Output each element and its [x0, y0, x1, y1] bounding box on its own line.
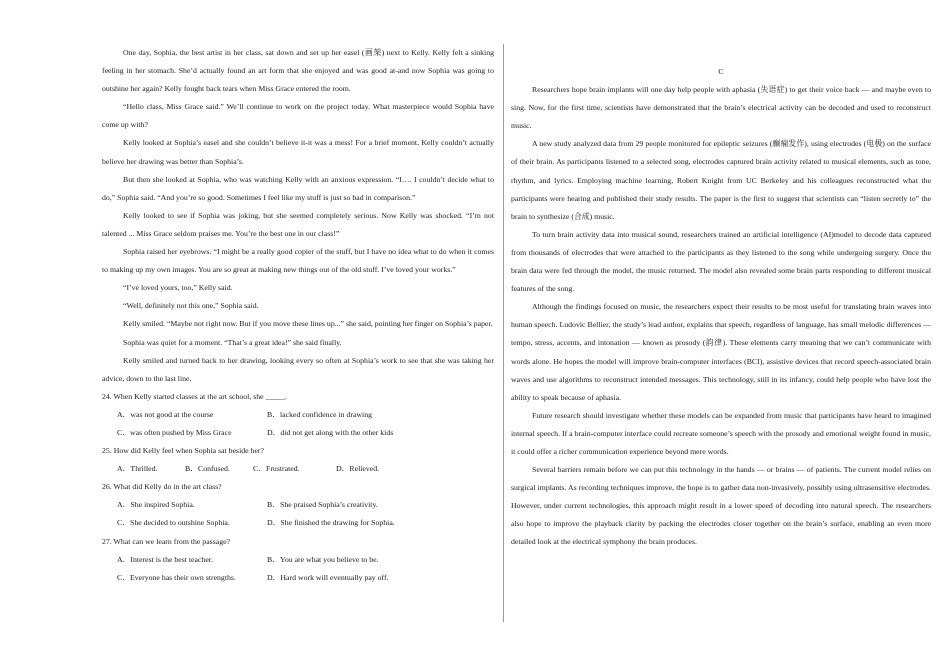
passage-paragraph: “I’ve loved yours, too,” Kelly said.: [123, 283, 233, 293]
option-d[interactable]: D．Hard work will eventually pay off.: [267, 572, 389, 582]
passage-paragraph: Although the findings focused on music, the researchers expect their results to be most useful for translating brain waves into human speech. Ludovic Bellier, the study’s lead author, explains that speech, regardless of language, has small melodic differences — tempo, stress, accents, and intonation — known as prosody (韵律). These elements carry meaning that we can’t communicate with words alone. He hopes the model will improve brain-computer interfaces (BCI), assistive devices that record speech-associated brain waves and use algorithms to reconstruct intended messages. This technology, still in its infancy, could help people who have lost the ability to speak because of aphasia.: [511, 302, 931, 402]
option-d[interactable]: D．Relieved.: [336, 464, 380, 474]
option-c[interactable]: C．She decided to outshine Sophia.: [117, 518, 230, 528]
column-divider: [503, 44, 504, 622]
question-26: [102, 478, 494, 532]
option-b[interactable]: B．Confused.: [185, 464, 230, 474]
passage-paragraph: Future research should investigate whether these models can be expanded from music that participants have heard to imagined internal speech. If a brain-computer interface could recreate someone’s speech with the prosody and emotional weight found in music, it could offer a richer communication experience beyond mere words.: [511, 410, 931, 456]
question-stem: 26. What did Kelly do in the art class?: [102, 482, 222, 492]
question-24: [102, 388, 494, 442]
question-stem: 25. How did Kelly feel when Sophia sat beside her?: [102, 446, 264, 456]
options-row: [102, 551, 494, 569]
passage-paragraph: One day, Sophia, the best artist in her class, sat down and set up her easel (画架) next to Kelly. Kelly felt a sinking feeling in her stomach. She’d actually found an art form that she enjoyed and was good at-and now Sophia was going to outshine her again? Kelly fought back tears when Miss Grace entered the room.: [102, 48, 494, 94]
passage-paragraph: “Well, definitely not this one,” Sophia said.: [123, 301, 259, 311]
options-row: [102, 514, 494, 532]
options-row: [102, 496, 494, 514]
option-c[interactable]: C．Frustrated.: [253, 464, 300, 474]
options-row: [102, 424, 494, 442]
passage-paragraph: Kelly smiled and turned back to her drawing, looking every so often at Sophia’s work to see that she was taking her advice, down to the last line.: [102, 355, 494, 383]
passage-paragraph: Sophia raised her eyebrows. “I might be a really good copier of the stuff, but I have no idea what to do when it comes to making up my own images. You are so great at making new things out of the old stuff. I’ve loved your works.”: [102, 247, 494, 275]
option-d[interactable]: D．did not get along with the other kids: [267, 427, 394, 437]
passage-paragraph: Researchers hope brain implants will one day help people with aphasia (失语症) to get their voice back — and maybe even to sing. Now, for the first time, scientists have demonstrated that the brain’s electrical activity can be decoded and used to reconstruct music.: [511, 85, 931, 131]
options-row: [102, 569, 494, 587]
option-a[interactable]: A．Interest is the best teacher.: [117, 554, 213, 564]
option-c[interactable]: C．was often pushed by Miss Grace: [117, 427, 232, 437]
option-a[interactable]: A．Thrilled.: [117, 464, 158, 474]
option-b[interactable]: B．She praised Sophia’s creativity.: [267, 500, 378, 510]
question-25: [102, 442, 494, 478]
left-column: [102, 44, 494, 587]
option-b[interactable]: B．lacked confidence in drawing: [267, 409, 373, 419]
passage-paragraph: Kelly looked at Sophia’s easel and she couldn’t believe it-it was a mess! For a brief moment, Kelly couldn’t actually believe her drawing was better than Sophia’s.: [102, 138, 494, 166]
option-d[interactable]: D．She finished the drawing for Sophia.: [267, 518, 395, 528]
options-row: [102, 406, 494, 424]
option-a[interactable]: A．She inspired Sophia.: [117, 500, 195, 510]
passage-paragraph: Sophia was quiet for a moment. “That’s a great idea!” she said finally.: [123, 337, 342, 347]
passage-paragraph: Kelly smiled. “Maybe not right now. But if you move these lines up...” she said, pointing her finger on Sophia’s paper.: [123, 319, 493, 329]
passage-paragraph: To turn brain activity data into musical sound, researchers trained an artificial intelligence (AI)model to decode data captured from thousands of electrodes that were attached to the participants as they listened to the song while undergoing surgery. Once the brain data were fed through the model, the music returned. The model also revealed some brain parts responding to different musical features of the song.: [511, 229, 931, 294]
option-c[interactable]: C．Everyone has their own strengths.: [117, 572, 236, 582]
right-column: [511, 63, 931, 552]
passage-paragraph: Several barriers remain before we can put this technology in the hands — or brains — of patients. The current model relies on surgical implants. As recording techniques improve, the hope is to gather data non-invasively, possibly using ultrasensitive electrodes. However, under current technologies, this approach might result in a lower speed of decoding into natural speech. The researchers also hope to improve the playback clarity by packing the electrodes closer together on the brain’s surface, enabling an even more detailed look at the electrical symphony the brain produces.: [511, 465, 931, 547]
section-label: C: [718, 67, 724, 76]
passage-paragraph: A new study analyzed data from 29 people monitored for epileptic seizures (癫痫发作), using electrodes (电极) on the surface of their brain. As participants listened to a selected song, electrodes captured brain activity related to musical elements, such as tone, rhythm, and lyrics. Employing machine learning, Robert Knight from UC Berkeley and his colleagues reconstructed what the participants were hearing and published their study results. The paper is the first to suggest that scientists can “listen secretly to” the brain to synthesize (合成) music.: [511, 139, 931, 221]
question-stem: 24. When Kelly started classes at the art school, she _____.: [102, 391, 287, 401]
passage-paragraph: Kelly looked to see if Sophia was joking, but she seemed completely serious. Now Kelly was shocked. “I’m not talented ... Miss Grace seldom praises me. You’re the best one in our class!”: [102, 210, 494, 238]
question-27: [102, 533, 494, 587]
question-stem: 27. What can we learn from the passage?: [102, 536, 231, 546]
option-b[interactable]: B．You are what you believe to be.: [267, 554, 379, 564]
options-row: [102, 460, 494, 478]
option-a[interactable]: A．was not good at the course: [117, 409, 214, 419]
passage-paragraph: But then she looked at Sophia, who was watching Kelly with an anxious expression. “I…. I couldn’t decide what to do,” Sophia said. “And you’re so good. Sometimes I feel like my stuff is just so bad in comparison.”: [102, 174, 494, 202]
passage-paragraph: “Hello class, Miss Grace said.” We’ll continue to work on the project today. What masterpiece would Sophia have come up with?: [102, 102, 494, 130]
